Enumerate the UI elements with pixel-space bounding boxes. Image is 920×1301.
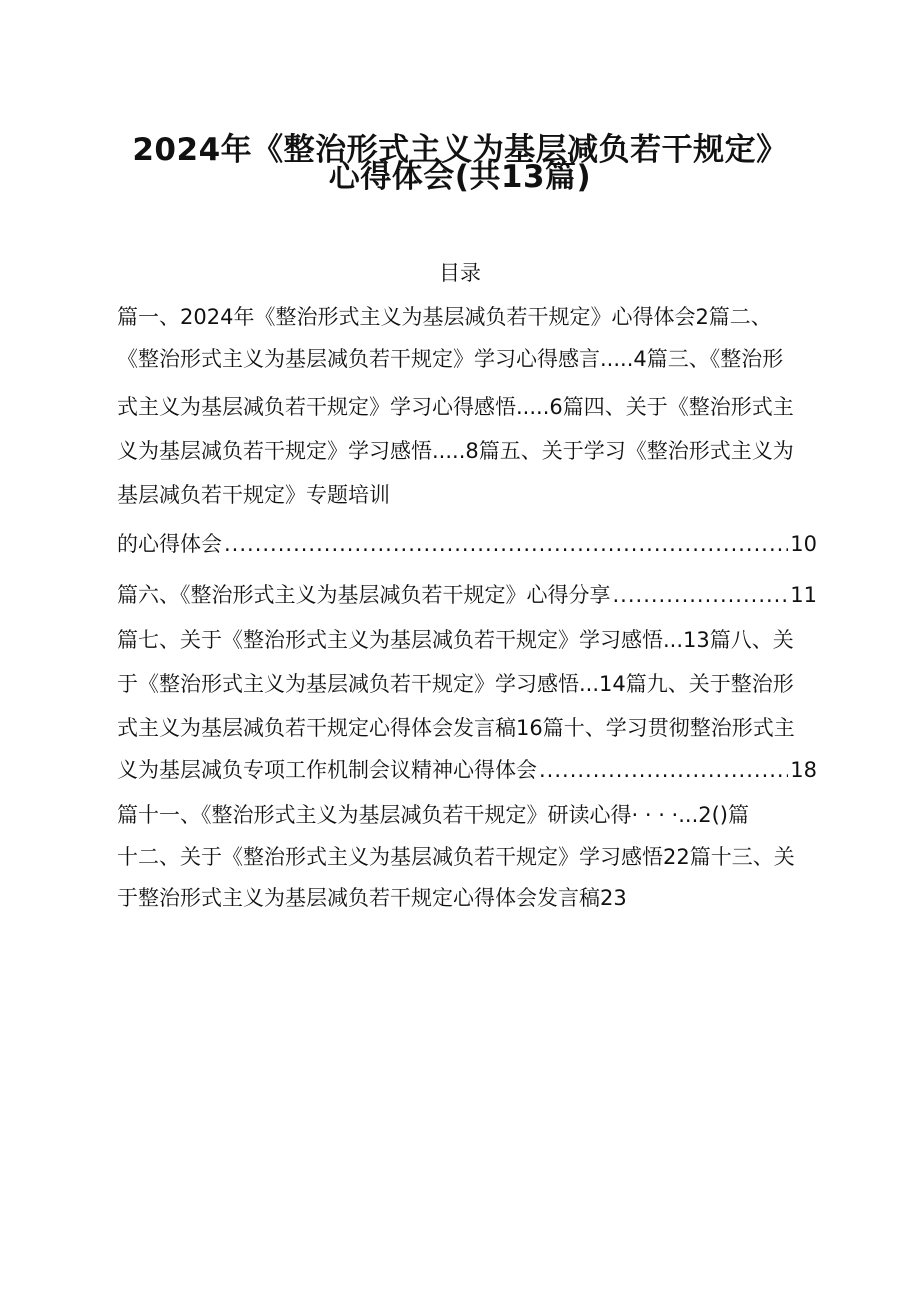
toc-entry-text: 的心得体会 bbox=[117, 532, 222, 556]
toc-line: 篇一、2024年《整治形式主义为基层减负若干规定》心得体会2篇二、 bbox=[117, 305, 772, 329]
toc-line: 篇十一、《整治形式主义为基层减负若干规定》研读心得· · · ·...2()篇 bbox=[117, 803, 749, 827]
toc-entry-with-page bbox=[117, 755, 817, 785]
toc-dot-leader bbox=[613, 580, 789, 610]
toc-entry-text: 篇六、《整治形式主义为基层减负若干规定》心得分享 bbox=[117, 583, 611, 607]
toc-line: 基层减负若干规定》专题培训 bbox=[117, 483, 390, 507]
toc-line: 于整治形式主义为基层减负若干规定心得体会发言稿23 bbox=[117, 886, 627, 910]
toc-page-number: 18 bbox=[790, 758, 817, 782]
toc-dot-leader bbox=[539, 755, 788, 785]
toc-line: 义为基层减负若干规定》学习感悟.....8篇五、关于学习《整治形式主义为 bbox=[117, 439, 794, 463]
toc-entry-text: 义为基层减负专项工作机制会议精神心得体会 bbox=[117, 758, 537, 782]
toc-line: 式主义为基层减负若干规定》学习心得感悟.....6篇四、关于《整治形式主 bbox=[117, 395, 794, 419]
document-title-line-1: 2024年《整治形式主义为基层减负若干规定》 bbox=[132, 132, 788, 168]
toc-dot-leader bbox=[224, 529, 788, 559]
toc-entry-with-page bbox=[117, 580, 817, 610]
toc-page-number: 11 bbox=[790, 583, 817, 607]
toc-line: 十二、关于《整治形式主义为基层减负若干规定》学习感悟22篇十三、关 bbox=[117, 845, 795, 869]
document-title-line-2: 心得体会(共13篇) bbox=[328, 159, 592, 195]
toc-line: 式主义为基层减负若干规定心得体会发言稿16篇十、学习贯彻整治形式主 bbox=[117, 716, 795, 740]
toc-entry-with-page bbox=[117, 529, 817, 559]
toc-line: 于《整治形式主义为基层减负若干规定》学习感悟...14篇九、关于整治形 bbox=[117, 672, 794, 696]
toc-line: 《整治形式主义为基层减负若干规定》学习心得感言.....4篇三、《整治形 bbox=[117, 347, 784, 371]
toc-heading: 目录 bbox=[439, 261, 481, 285]
toc-page-number: 10 bbox=[790, 532, 817, 556]
toc-line: 篇七、关于《整治形式主义为基层减负若干规定》学习感悟...13篇八、关 bbox=[117, 628, 794, 652]
